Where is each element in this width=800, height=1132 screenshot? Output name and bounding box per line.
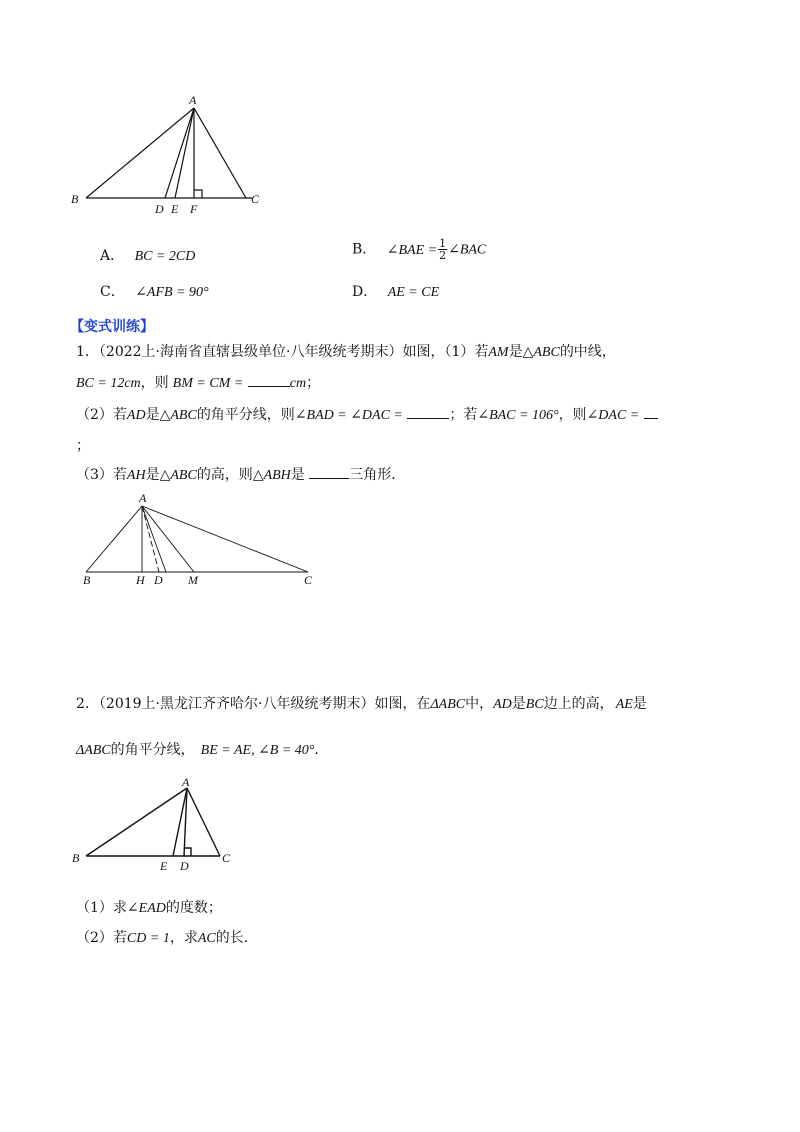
fig1-label-a: A xyxy=(189,93,197,107)
q1-blank-bad[interactable] xyxy=(407,404,449,419)
q2-number: 2． xyxy=(76,696,99,712)
option-a[interactable] xyxy=(100,246,195,267)
figure3-triangle xyxy=(60,776,260,880)
option-d-letter: D． xyxy=(352,284,378,300)
q2-line2: ΔABC的角平分线， BE = AE, ∠B = 40°． xyxy=(76,742,329,758)
fig1-label-d: D xyxy=(155,202,164,216)
q1-line3: （2）若AD是△ABC的角平分线，则∠BAD = ∠DAC = ；若∠BAC = 106°，则∠DAC = xyxy=(76,404,658,426)
q1-line4: （3）若AH是△ABC的高，则△ABH是 三角形． xyxy=(76,464,405,486)
option-b-expr-right: ∠BAC xyxy=(448,242,487,258)
q1-source: （2022上·海南省直辖县级单位·八年级统考期末）如图， xyxy=(98,344,445,360)
fig3-label-d: D xyxy=(180,859,189,873)
option-c-letter: C． xyxy=(100,284,125,300)
section-title: 【变式训练】 xyxy=(70,319,154,335)
q1-blank-triangle-type[interactable] xyxy=(309,464,349,479)
q2-source: （2019上·黑龙江齐齐哈尔·八年级统考期末）如图，在 xyxy=(98,696,431,712)
option-a-letter: A． xyxy=(100,248,125,264)
fig2-label-d: D xyxy=(154,573,163,587)
option-c-expr: ∠AFB = 90° xyxy=(135,285,209,300)
fig1-label-e: E xyxy=(171,202,179,216)
q1-line2: BC = 12cm，则 BM = CM = cm； xyxy=(76,372,320,394)
option-b-expr-left: ∠BAE = xyxy=(386,242,438,258)
fig2-label-c: C xyxy=(304,573,313,587)
fig2-label-h: H xyxy=(136,573,145,587)
q2-part1: （1）求∠EAD的度数； xyxy=(76,900,222,916)
q1-number: 1． xyxy=(76,344,99,360)
option-d[interactable] xyxy=(352,282,439,303)
option-d-expr: AE = CE xyxy=(387,285,440,300)
q1-line1: 1．（2022上·海南省直辖县级单位·八年级统考期末）如图，（1）若AM是△ABC的中线， xyxy=(76,344,616,360)
fig1-label-c: C xyxy=(251,192,260,206)
option-b-fraction: $\frac{1}{2}$ xyxy=(439,237,447,262)
figure2-triangle xyxy=(70,488,330,592)
q2-line1: 2．（2019上·黑龙江齐齐哈尔·八年级统考期末）如图，在ΔABC中，AD是BC边上的高， AE是 xyxy=(76,696,647,712)
fig1-label-f: F xyxy=(190,202,198,216)
q1-blank-bm[interactable] xyxy=(248,372,290,387)
option-c[interactable] xyxy=(100,282,209,303)
q2-part2: （2）若CD = 1，求AC的长． xyxy=(76,930,258,946)
fig2-label-m: M xyxy=(188,573,198,587)
option-a-expr: BC = 2CD xyxy=(134,249,196,264)
q1-blank-dac[interactable] xyxy=(644,404,658,419)
fig3-label-e: E xyxy=(160,859,168,873)
fig1-label-b: B xyxy=(71,192,79,206)
fig2-label-b: B xyxy=(83,573,91,587)
fig3-label-c: C xyxy=(222,851,231,865)
fig3-label-a: A xyxy=(182,776,190,789)
option-b-letter: B． xyxy=(352,241,377,258)
fig2-label-a: A xyxy=(139,491,147,505)
option-b[interactable] xyxy=(352,238,486,261)
figure1-triangle xyxy=(60,88,280,218)
q1-line3-cont: ； xyxy=(76,438,90,454)
fig3-label-b: B xyxy=(72,851,80,865)
